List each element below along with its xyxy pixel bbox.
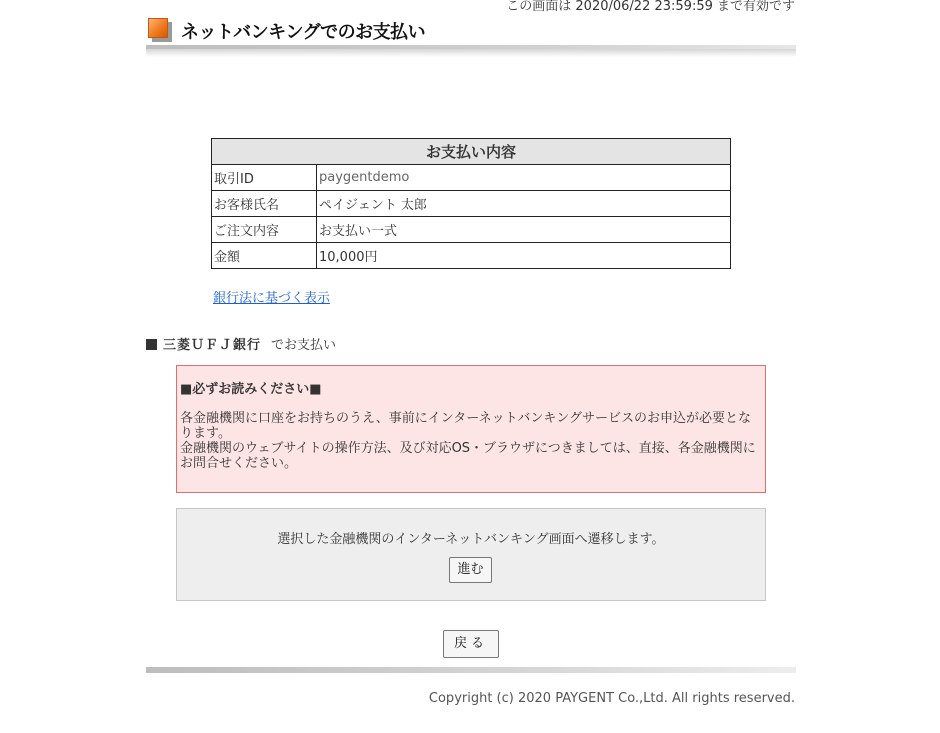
table-row: [212, 217, 731, 243]
notice-title: ■必ずお読みください■: [180, 382, 322, 397]
notice-line-contact-bank: 金融機関のウェブサイトの操作方法、及び対応OS・ブラウザにつきましては、直接、各金融機関にお問合せください。: [180, 441, 756, 471]
bank-name: 三菱ＵＦＪ銀行: [163, 338, 262, 353]
selected-bank-line: [146, 334, 336, 353]
amount-value: 10,000円: [317, 243, 731, 269]
bank-payment-suffix: でお支払い: [271, 338, 337, 353]
black-square-icon: [146, 339, 157, 350]
back-button[interactable]: 戻る: [443, 630, 499, 658]
payment-table-title: お支払い内容: [212, 139, 731, 165]
table-row: [212, 165, 731, 191]
expiry-notice: この画面は 2020/06/22 23:59:59 まで有効です: [506, 0, 795, 14]
order-content-value: お支払い一式: [317, 217, 731, 243]
table-row: [212, 243, 731, 269]
header-divider: [146, 45, 796, 57]
footer-divider: [146, 667, 796, 673]
notice-line-account-required: 各金融機関に口座をお持ちのうえ、事前にインターネットバンキングサービスのお申込が必要となります。: [180, 411, 751, 441]
payment-details-table: [211, 138, 731, 269]
copyright-text: Copyright (c) 2020 PAYGENT Co.,Ltd. All rights reserved.: [428, 691, 795, 706]
page-header: [146, 16, 796, 46]
orange-square-icon: [148, 18, 170, 40]
important-notice-box: [176, 365, 766, 493]
bank-law-disclosure-link[interactable]: 銀行法に基づく表示: [213, 291, 331, 306]
customer-name-value: ペイジェント 太郎: [317, 191, 731, 217]
table-row: [212, 191, 731, 217]
amount-label: 金額: [212, 243, 317, 269]
redirect-message: 選択した金融機関のインターネットバンキング画面へ遷移します。: [277, 532, 665, 547]
redirect-box: [176, 508, 766, 601]
customer-name-label: お客様氏名: [212, 191, 317, 217]
page-title: ネットバンキングでのお支払い: [181, 22, 426, 43]
transaction-id-value: paygentdemo: [317, 165, 731, 191]
proceed-button[interactable]: 進む: [449, 557, 492, 583]
order-content-label: ご注文内容: [212, 217, 317, 243]
transaction-id-label: 取引ID: [212, 165, 317, 191]
